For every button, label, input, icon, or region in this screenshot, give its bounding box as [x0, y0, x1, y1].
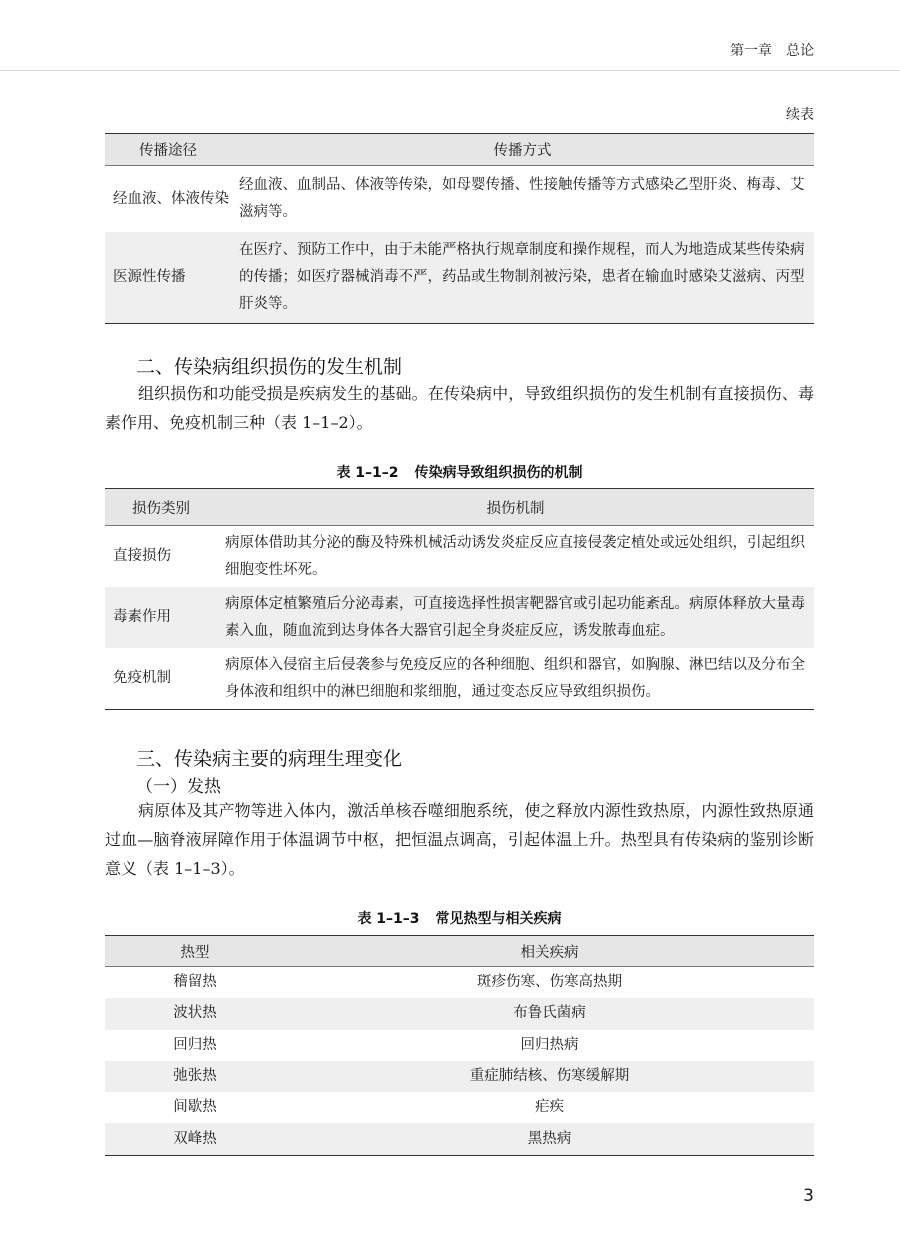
- table-caption-2: [105, 462, 814, 482]
- caption-title: 常见热型与相关疾病: [435, 911, 562, 927]
- header-divider: [0, 70, 900, 71]
- table-row: [105, 648, 814, 710]
- table-row: [105, 526, 814, 588]
- table-row: [105, 232, 814, 324]
- column-header-route: 传播途径: [105, 134, 231, 166]
- table-header-row: [105, 134, 814, 166]
- tissue-damage-table: [105, 488, 814, 710]
- fever-type-cell: 双峰热: [105, 1123, 285, 1155]
- table-row: [105, 1123, 814, 1155]
- mechanism-cell: 病原体入侵宿主后侵袭参与免疫反应的各种细胞、组织和器官，如胸腺、淋巴结以及分布全身体液和组织中的淋巴细胞和浆细胞，通过变态反应导致组织损伤。: [217, 648, 814, 710]
- subsection-heading-fever: （一）发热: [136, 777, 221, 797]
- column-header-disease: 相关疾病: [285, 936, 814, 967]
- route-cell: 医源性传播: [105, 232, 231, 324]
- section-heading-3: 三、传染病主要的病理生理变化: [136, 748, 403, 770]
- fever-type-cell: 回归热: [173, 1036, 217, 1053]
- damage-type-cell: 直接损伤: [113, 548, 171, 564]
- page-number: 3: [803, 1186, 814, 1206]
- fever-type-cell: 波状热: [105, 998, 285, 1029]
- caption-number: 表 1–1–3: [357, 911, 420, 927]
- chapter-label: 第一章: [730, 43, 772, 59]
- method-cell: 经血液、血制品、体液等传染，如母婴传播、性接触传播等方式感染乙型肝炎、梅毒、艾滋病等。: [239, 177, 805, 220]
- column-header-fever-type: 热型: [105, 936, 285, 967]
- damage-type-cell: 毒素作用: [105, 587, 217, 648]
- method-cell: 在医疗、预防工作中，由于未能严格执行规章制度和操作规程，而人为地造成某些传染病的传播；如医疗器械消毒不严，药品或生物制剂被污染，患者在输血时感染艾滋病、丙型肝炎等。: [231, 232, 814, 324]
- fever-type-cell: 稽留热: [173, 974, 217, 991]
- table-row: [105, 1061, 814, 1092]
- table-header-row: [105, 489, 814, 526]
- transmission-table: [105, 133, 814, 324]
- section-2-paragraph: 组织损伤和功能受损是疾病发生的基础。在传染病中，导致组织损伤的发生机制有直接损伤、毒素作用、免疫机制三种（表 1–1–2）。: [105, 384, 814, 432]
- column-header-type: 损伤类别: [105, 489, 217, 526]
- disease-cell: 斑疹伤寒、伤寒高热期: [477, 974, 622, 991]
- section-heading-2: 二、传染病组织损伤的发生机制: [136, 356, 403, 378]
- mechanism-cell: 病原体定植繁殖后分泌毒素，可直接选择性损害靶器官或引起功能紊乱。病原体释放大量毒素入血，随血流到达身体各大器官引起全身炎症反应，诱发脓毒血症。: [217, 587, 814, 648]
- disease-cell: 疟疾: [535, 1099, 564, 1116]
- running-header: [730, 40, 814, 60]
- disease-cell: 重症肺结核、伤寒缓解期: [285, 1061, 814, 1092]
- table-row: [105, 166, 814, 233]
- fever-type-cell: 间歇热: [173, 1099, 217, 1116]
- table-header-row: [105, 936, 814, 967]
- caption-number: 表 1–1–2: [336, 465, 399, 481]
- fever-type-table: [105, 935, 814, 1156]
- table-row: [105, 1092, 814, 1123]
- table-caption-3: [105, 908, 814, 928]
- mechanism-cell: 病原体借助其分泌的酶及特殊机械活动诱发炎症反应直接侵袭定植处或远处组织，引起组织细胞变性坏死。: [225, 534, 805, 578]
- continued-label: 续表: [786, 107, 814, 123]
- column-header-mechanism: 损伤机制: [217, 489, 814, 526]
- table-row: [105, 587, 814, 648]
- section-3-paragraph: 病原体及其产物等进入体内，激活单核吞噬细胞系统，使之释放内源性致热原，内源性致热原通过血—脑脊液屏障作用于体温调节中枢，把恒温点调高，引起体温上升。热型具有传染病的鉴别诊断意义（表 1–1–3）。: [105, 801, 814, 878]
- chapter-title: 总论: [786, 43, 814, 59]
- route-cell: 经血液、体液传染: [113, 190, 229, 207]
- disease-cell: 回归热病: [520, 1036, 579, 1053]
- disease-cell: 黑热病: [285, 1123, 814, 1155]
- caption-title: 传染病导致组织损伤的机制: [414, 465, 583, 481]
- damage-type-cell: 免疫机制: [105, 648, 217, 710]
- disease-cell: 布鲁氏菌病: [285, 998, 814, 1029]
- table-row: [105, 1030, 814, 1061]
- table-row: [105, 967, 814, 999]
- column-header-method: 传播方式: [231, 134, 814, 166]
- table-row: [105, 998, 814, 1029]
- fever-type-cell: 弛张热: [105, 1061, 285, 1092]
